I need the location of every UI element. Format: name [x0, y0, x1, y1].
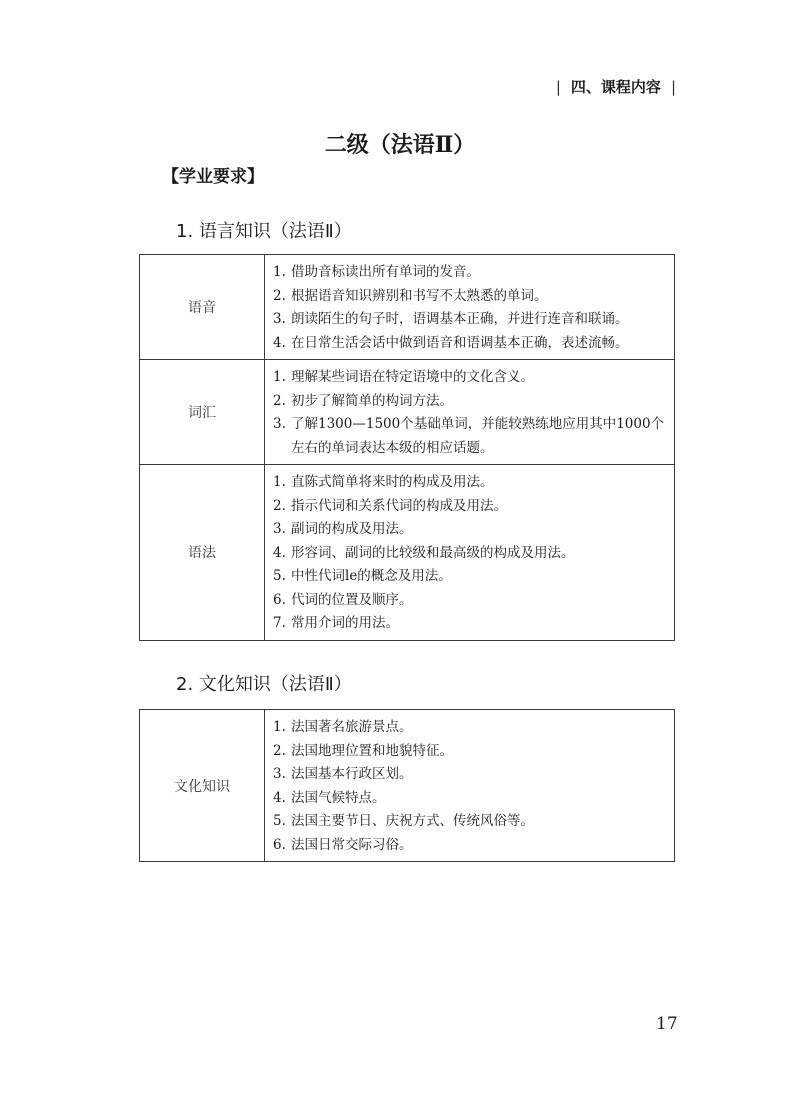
- row-items: [265, 710, 675, 862]
- list-item: [273, 716, 668, 740]
- list-item: [273, 740, 668, 764]
- list-item-text: 常用介词的用法。: [291, 615, 399, 631]
- list-item-number: 1.: [273, 474, 286, 490]
- list-item-text: 在日常生活会话中做到语音和语调基本正确，表述流畅。: [291, 334, 629, 351]
- list-item-number: 2.: [273, 742, 286, 759]
- list-item-number: 3.: [273, 521, 286, 537]
- list-item-text: 形容词、副词的比较级和最高级的构成及用法。: [291, 544, 575, 561]
- list-item: [273, 787, 668, 811]
- list-item: [273, 518, 668, 542]
- list-item-number: 6.: [273, 591, 286, 608]
- list-item: [273, 390, 668, 414]
- list-item-number: 1.: [273, 719, 286, 735]
- list-item: [273, 471, 668, 495]
- list-item: [273, 413, 668, 460]
- list-item-number: 4.: [273, 334, 286, 351]
- row-items: [265, 255, 675, 360]
- list-item-text: 了解1300—1500个基础单词，并能较熟练地应用其中1000个左右的单词表达本级的相应话题。: [291, 416, 665, 456]
- list-item-number: 4.: [273, 544, 286, 561]
- running-header: [556, 76, 676, 97]
- list-item-text: 借助音标读出所有单词的发音。: [291, 264, 480, 280]
- culture-knowledge-table: [139, 709, 675, 862]
- row-items: [265, 360, 675, 465]
- list-item-number: 3.: [273, 311, 286, 327]
- page-number: 17: [656, 1014, 678, 1034]
- list-item-text: 法国基本行政区划。: [291, 766, 413, 782]
- list-item: [273, 763, 668, 787]
- list-item: [273, 542, 668, 566]
- list-item-number: 3.: [273, 766, 286, 782]
- row-category: 文化知识: [140, 710, 265, 862]
- header-divider-left: |: [555, 77, 561, 96]
- list-item-number: 5.: [273, 568, 286, 584]
- requirement-heading: 【学业要求】: [162, 167, 264, 187]
- list-item: [273, 261, 668, 285]
- list-item-number: 7.: [273, 615, 286, 631]
- list-item: [273, 495, 668, 519]
- row-category: 语法: [140, 465, 265, 641]
- row-items: [265, 465, 675, 641]
- header-divider-right: |: [670, 77, 676, 96]
- list-item: [273, 308, 668, 332]
- header-section-label: 四、课程内容: [570, 78, 661, 96]
- list-item-number: 4.: [273, 789, 286, 806]
- list-item-number: 1.: [273, 369, 286, 385]
- table-row: [140, 255, 675, 360]
- language-knowledge-table: [139, 254, 675, 641]
- section-heading-language: 1. 语言知识（法语Ⅱ）: [176, 221, 352, 242]
- list-item-number: 2.: [273, 497, 286, 514]
- list-item: [273, 366, 668, 390]
- list-item: [273, 285, 668, 309]
- list-item: [273, 612, 668, 636]
- list-item-text: 法国主要节日、庆祝方式、传统风俗等。: [291, 813, 534, 829]
- list-item-text: 理解某些词语在特定语境中的文化含义。: [291, 369, 534, 385]
- list-item: [273, 565, 668, 589]
- table-row: [140, 360, 675, 465]
- list-item-text: 法国地理位置和地貌特征。: [291, 742, 453, 759]
- row-category: 语音: [140, 255, 265, 360]
- list-item-text: 指示代词和关系代词的构成及用法。: [291, 497, 507, 514]
- list-item: [273, 332, 668, 356]
- list-item-text: 朗读陌生的句子时，语调基本正确，并进行连音和联诵。: [291, 311, 629, 327]
- list-item-text: 法国著名旅游景点。: [291, 719, 413, 735]
- list-item-number: 2.: [273, 287, 286, 304]
- list-item-text: 中性代词le的概念及用法。: [291, 568, 452, 584]
- table-row: [140, 710, 675, 862]
- list-item-text: 法国气候特点。: [291, 789, 386, 806]
- list-item-text: 法国日常交际习俗。: [291, 836, 413, 853]
- list-item: [273, 810, 668, 834]
- list-item-text: 代词的位置及顺序。: [291, 591, 413, 608]
- list-item-number: 2.: [273, 392, 286, 409]
- section-heading-culture: 2. 文化知识（法语Ⅱ）: [176, 674, 352, 695]
- list-item: [273, 834, 668, 858]
- page-title: 二级（法语Ⅱ）: [324, 132, 476, 158]
- list-item-text: 初步了解简单的构词方法。: [291, 392, 453, 409]
- list-item-text: 副词的构成及用法。: [291, 521, 413, 537]
- list-item-number: 5.: [273, 813, 286, 829]
- list-item-text: 根据语音知识辨别和书写不太熟悉的单词。: [291, 287, 548, 304]
- list-item-number: 1.: [273, 264, 286, 280]
- list-item-number: 6.: [273, 836, 286, 853]
- row-category: 词汇: [140, 360, 265, 465]
- list-item-text: 直陈式简单将来时的构成及用法。: [291, 474, 494, 490]
- list-item-number: 3.: [273, 416, 286, 432]
- table-row: [140, 465, 675, 641]
- list-item: [273, 589, 668, 613]
